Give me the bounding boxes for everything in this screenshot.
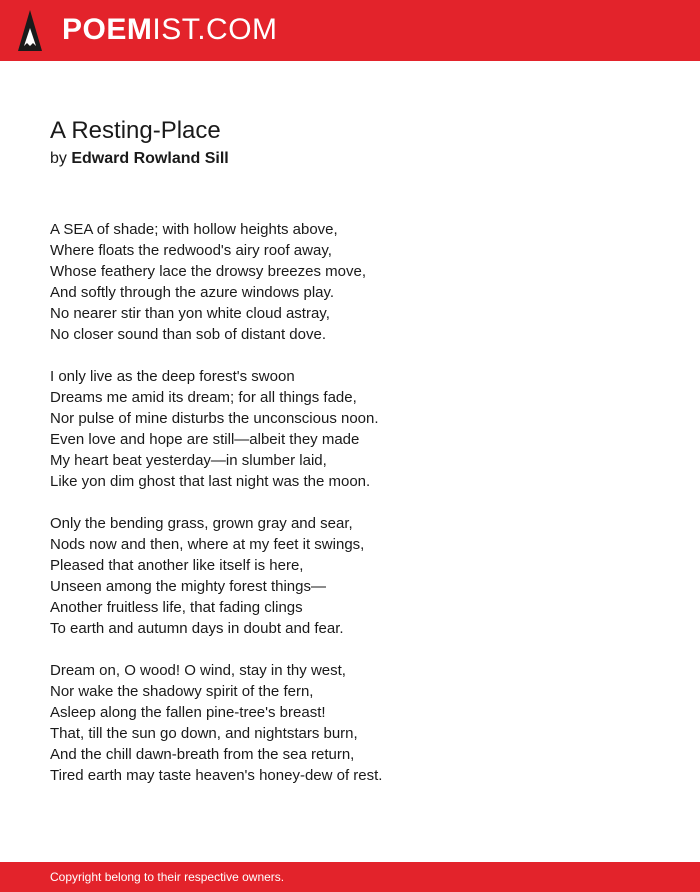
poem-line: Only the bending grass, grown gray and sear,	[50, 515, 353, 532]
logo-light-text: IST.COM	[152, 13, 278, 46]
poem-title: A Resting-Place	[50, 117, 221, 144]
stanza	[50, 366, 670, 492]
poem-body	[50, 219, 670, 807]
poem-line: I only live as the deep forest's swoon	[50, 368, 295, 385]
stanza	[50, 660, 670, 786]
poem-line: Pleased that another like itself is here,	[50, 557, 304, 574]
pencil-tip-icon[interactable]	[18, 10, 42, 51]
poem-line: A SEA of shade; with hollow heights above,	[50, 221, 338, 238]
author-name: Edward Rowland Sill	[71, 150, 229, 167]
site-footer	[0, 862, 700, 892]
poem-line: Even love and hope are still—albeit they made	[50, 431, 360, 448]
copyright-notice: Copyright belong to their respective owners.	[50, 870, 285, 884]
poem-line: Asleep along the fallen pine-tree's breast!	[50, 704, 326, 721]
poem-line: Nor pulse of mine disturbs the unconscious noon.	[50, 410, 379, 427]
logo-bold-text: POEM	[62, 13, 153, 46]
poem-line: Dream on, O wood! O wind, stay in thy west,	[50, 662, 346, 679]
poem-line: Where floats the redwood's airy roof away,	[50, 242, 332, 259]
poem-line: And the chill dawn-breath from the sea return,	[50, 746, 355, 763]
poem-line: Nor wake the shadowy spirit of the fern,	[50, 683, 314, 700]
poem-line: Nods now and then, where at my feet it swings,	[50, 536, 365, 553]
poem-line: Unseen among the mighty forest things—	[50, 578, 326, 595]
poem-line: To earth and autumn days in doubt and fear.	[50, 620, 344, 637]
poem-line: Another fruitless life, that fading clings	[50, 599, 303, 616]
poem-line: Whose feathery lace the drowsy breezes move,	[50, 263, 366, 280]
byline	[50, 149, 229, 169]
site-header	[0, 0, 700, 61]
poem-line: No nearer stir than yon white cloud astray,	[50, 305, 330, 322]
stanza	[50, 513, 670, 639]
poem-line: Dreams me amid its dream; for all things fade,	[50, 389, 357, 406]
poem-line: And softly through the azure windows play.	[50, 284, 335, 301]
poem-line: No closer sound than sob of distant dove.	[50, 326, 327, 343]
poem-line: Like yon dim ghost that last night was the moon.	[50, 473, 371, 490]
by-label: by	[50, 150, 67, 167]
poem-line: My heart beat yesterday—in slumber laid,	[50, 452, 327, 469]
poem-line: Tired earth may taste heaven's honey-dew of rest.	[50, 767, 383, 784]
stanza	[50, 219, 670, 345]
poem-line: That, till the sun go down, and nightstars burn,	[50, 725, 358, 742]
site-logo[interactable]	[62, 13, 278, 47]
